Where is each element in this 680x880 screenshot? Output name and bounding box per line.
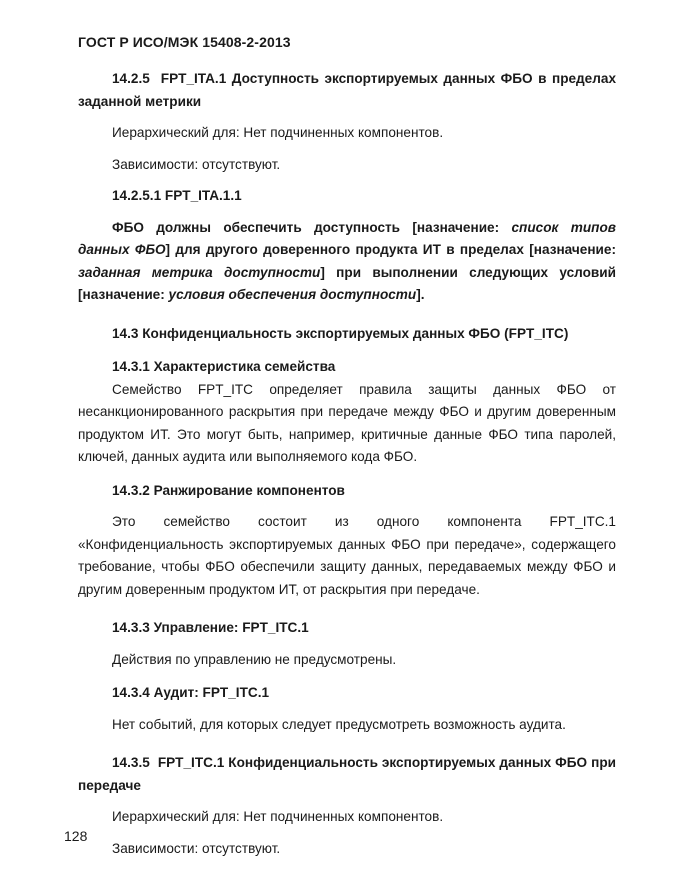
section-heading-14-3-1: 14.3.1 Характеристика семейства bbox=[112, 359, 336, 374]
requirement-text bbox=[78, 217, 616, 307]
document-page bbox=[78, 34, 616, 860]
audit-text: Нет событий, для которых следует предусмотреть возможность аудита. bbox=[112, 716, 566, 732]
document-header: ГОСТ Р ИСО/МЭК 15408-2-2013 bbox=[78, 34, 291, 50]
requirement-part: ]. bbox=[416, 287, 425, 302]
dependencies-text: Зависимости: отсутствуют. bbox=[112, 156, 281, 172]
section-heading-14-2-5 bbox=[78, 68, 616, 113]
management-text: Действия по управлению не предусмотрены. bbox=[112, 651, 397, 667]
section-title: FPT_ITA.1 Доступность экспортируемых данных ФБО в пределах заданной метрики bbox=[78, 71, 616, 109]
requirement-part: ] при выполнении следующих условий [назначение: bbox=[78, 264, 616, 302]
assignment-italic: список типов данных ФБО bbox=[78, 219, 616, 257]
requirement-part: ] для другого доверенного продукта ИТ в пределах [назначение: bbox=[165, 242, 616, 257]
assignment-italic: заданная метрика доступности bbox=[78, 264, 321, 280]
section-number: 14.2.5 bbox=[112, 71, 150, 86]
requirement-part: ФБО должны обеспечить доступность [назначение: bbox=[112, 219, 512, 235]
family-description: Семейство FPT_ITC определяет правила защиты данных ФБО от несанкционированного раскрытия при передаче между ФБО и другим доверенным продуктом ИТ. Это могут быть, например, критичные данные ФБО типа паролей, ключей, данных аудита или выполняемого кода ФБО. bbox=[78, 381, 616, 464]
dependencies-text: Зависимости: отсутствуют. bbox=[112, 840, 281, 856]
section-heading-14-3-2: 14.3.2 Ранжирование компонентов bbox=[112, 482, 345, 498]
levelling-text: Это семейство состоит из одного компонента FPT_ITC.1 «Конфиденциальность экспортируемых данных ФБО при передаче», содержащего требование, чтобы ФБО обеспечили защиту данных, передаваемых между ФБО и другим доверенным продуктом ИТ, от раскрытия при передаче. bbox=[78, 514, 616, 597]
section-title: FPT_ITC.1 Конфиденциальность экспортируемых данных ФБО при передаче bbox=[78, 755, 616, 793]
section-heading-14-3-4: 14.3.4 Аудит: FPT_ITC.1 bbox=[112, 685, 270, 700]
section-heading-14-3-3: 14.3.3 Управление: FPT_ITC.1 bbox=[112, 620, 309, 635]
section-number: 14.3.5 bbox=[112, 755, 150, 770]
section-heading-14-3: 14.3 Конфиденциальность экспортируемых данных ФБО (FPT_ITC) bbox=[112, 325, 569, 341]
page-number: 128 bbox=[64, 828, 88, 844]
hierarchy-text: Иерархический для: Нет подчиненных компонентов. bbox=[112, 125, 444, 140]
section-heading-14-3-5 bbox=[78, 752, 616, 797]
element-heading-14-2-5-1: 14.2.5.1 FPT_ITA.1.1 bbox=[112, 188, 242, 203]
hierarchy-text: Иерархический для: Нет подчиненных компонентов. bbox=[112, 809, 444, 824]
assignment-italic: условия обеспечения доступности bbox=[168, 287, 417, 302]
